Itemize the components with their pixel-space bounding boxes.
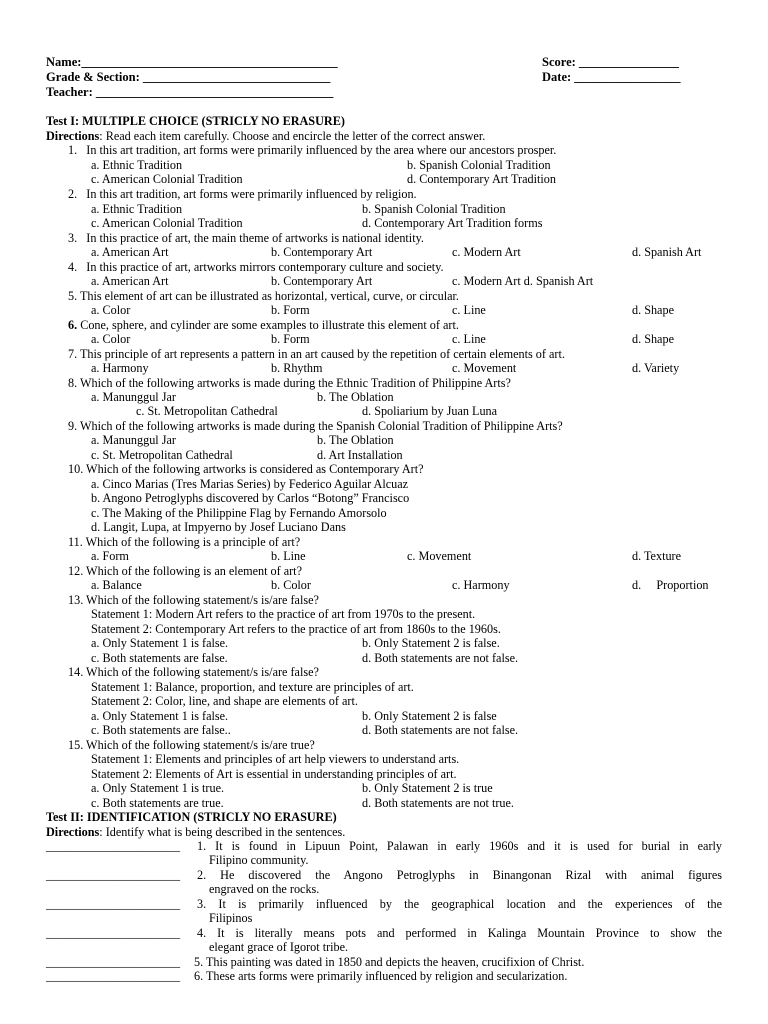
q5-option-b: b. Form (271, 303, 310, 317)
q2-option-d: d. Contemporary Art Tradition forms (362, 216, 543, 230)
q14-statement-1: Statement 1: Balance, proportion, and texture are principles of art. (91, 680, 414, 694)
q11-option-a: a. Form (91, 549, 129, 563)
teacher-field: Teacher: ______________________________________ (46, 85, 334, 99)
question-8: 8. Which of the following artworks is made during the Ethnic Tradition of Philippine Arts? (68, 376, 511, 390)
date-field: Date: _________________ (542, 70, 681, 84)
question-4: 4. In this practice of art, artworks mirrors contemporary culture and society. (68, 260, 444, 274)
identification-1-cont: Filipino community. (209, 853, 309, 867)
q9-option-b: b. The Oblation (317, 433, 394, 447)
q13-option-a: a. Only Statement 1 is false. (91, 636, 229, 650)
q8-option-c: c. St. Metropolitan Cathedral (136, 404, 278, 418)
test1-title: Test I: MULTIPLE CHOICE (STRICLY NO ERASURE) (46, 114, 345, 128)
identification-3: 3. It is primarily influenced by the geographical location and the experiences of the (197, 897, 722, 911)
q2-option-a: a. Ethnic Tradition (91, 202, 183, 216)
q1-option-c: c. American Colonial Tradition (91, 172, 243, 186)
answer-blank-2[interactable]: ______________________ (46, 868, 181, 882)
answer-blank-4[interactable]: ______________________ (46, 926, 181, 940)
name-field: Name:_________________________________________ (46, 55, 338, 69)
directions-text: : Read each item carefully. Choose and encircle the letter of the correct answer. (99, 129, 486, 143)
question-7: 7. This principle of art represents a pattern in an art caused by the repetition of certain elements of art. (68, 347, 565, 361)
q10-option-a: a. Cinco Marias (Tres Marias Series) by Federico Aguilar Alcuaz (91, 477, 409, 491)
q13-option-c: c. Both statements are false. (91, 651, 228, 665)
question-1: 1. In this art tradition, art forms were primarily influenced by the area where our ancestors prosper. (68, 143, 557, 157)
q1-option-d: d. Contemporary Art Tradition (407, 172, 556, 186)
answer-blank-3[interactable]: ______________________ (46, 897, 181, 911)
q9-option-c: c. St. Metropolitan Cathedral (91, 448, 233, 462)
q8-option-b: b. The Oblation (317, 390, 394, 404)
q6-option-a: a. Color (91, 332, 131, 346)
q15-option-c: c. Both statements are true. (91, 796, 224, 810)
q5-option-c: c. Line (452, 303, 486, 317)
q12-option-b: b. Color (271, 578, 311, 592)
q3-option-a: a. American Art (91, 245, 169, 259)
identification-2: 2. He discovered the Angono Petroglyphs in Binangonan Rizal with animal figures (197, 868, 722, 882)
identification-3-cont: Filipinos (209, 911, 253, 925)
q12-option-a: a. Balance (91, 578, 142, 592)
q14-option-c: c. Both statements are false.. (91, 723, 231, 737)
question-6 (68, 318, 459, 333)
q11-option-d: d. Texture (632, 549, 682, 563)
test2-directions (46, 825, 345, 840)
q6-option-c: c. Line (452, 332, 486, 346)
q7-option-b: b. Rhythm (271, 361, 323, 375)
q8-option-d: d. Spoliarium by Juan Luna (362, 404, 498, 418)
q15-option-a: a. Only Statement 1 is true. (91, 781, 225, 795)
q15-option-d: d. Both statements are not true. (362, 796, 514, 810)
q11-option-c: c. Movement (407, 549, 472, 563)
q10-option-d: d. Langit, Lupa, at Impyerno by Josef Luciano Dans (91, 520, 346, 534)
identification-4: 4. It is literally means pots and performed in Kalinga Mountain Province to show the (197, 926, 722, 940)
q13-statement-2: Statement 2: Contemporary Art refers to the practice of art from 1860s to the 1960s. (91, 622, 501, 636)
q1-option-b: b. Spanish Colonial Tradition (407, 158, 551, 172)
question-6-number: 6. (68, 318, 78, 332)
q12-option-c: c. Harmony (452, 578, 510, 592)
question-5: 5. This element of art can be illustrated as horizontal, vertical, curve, or circular. (68, 289, 459, 303)
q9-option-a: a. Manunggul Jar (91, 433, 176, 447)
question-11: 11. Which of the following is a principle of art? (68, 535, 301, 549)
test2-title: Test II: IDENTIFICATION (STRICLY NO ERASURE) (46, 810, 337, 824)
q14-option-b: b. Only Statement 2 is false (362, 709, 497, 723)
identification-2-cont: engraved on the rocks. (209, 882, 320, 896)
identification-4-cont: elegant grace of Igorot tribe. (209, 940, 349, 954)
q7-option-d: d. Variety (632, 361, 680, 375)
directions-label: Directions (46, 129, 100, 143)
test1-directions (46, 129, 485, 144)
grade-section-field: Grade & Section: ______________________________ (46, 70, 331, 84)
question-2: 2. In this art tradition, art forms were primarily influenced by religion. (68, 187, 417, 201)
score-field: Score: ________________ (542, 55, 679, 69)
q6-option-d: d. Shape (632, 332, 674, 346)
question-10: 10. Which of the following artworks is considered as Contemporary Art? (68, 462, 424, 476)
q7-option-a: a. Harmony (91, 361, 149, 375)
q13-option-b: b. Only Statement 2 is false. (362, 636, 500, 650)
answer-blank-5[interactable]: ______________________ (46, 955, 181, 969)
q15-statement-1: Statement 1: Elements and principles of art help viewers to understand arts. (91, 752, 460, 766)
q3-option-c: c. Modern Art (452, 245, 521, 259)
q1-option-a: a. Ethnic Tradition (91, 158, 183, 172)
q14-option-d: d. Both statements are not false. (362, 723, 519, 737)
q4-option-b: b. Contemporary Art (271, 274, 373, 288)
q13-option-d: d. Both statements are not false. (362, 651, 519, 665)
q13-statement-1: Statement 1: Modern Art refers to the practice of art from 1970s to the present. (91, 607, 476, 621)
question-15: 15. Which of the following statement/s is/are true? (68, 738, 315, 752)
q7-option-c: c. Movement (452, 361, 517, 375)
q6-option-b: b. Form (271, 332, 310, 346)
identification-5: 5. This painting was dated in 1850 and depicts the heaven, crucifixion of Christ. (194, 955, 585, 969)
q10-option-b: b. Angono Petroglyphs discovered by Carlos “Botong” Francisco (91, 491, 410, 505)
q5-option-a: a. Color (91, 303, 131, 317)
q14-statement-2: Statement 2: Color, line, and shape are elements of art. (91, 694, 358, 708)
q4-option-a: a. American Art (91, 274, 169, 288)
q5-option-d: d. Shape (632, 303, 674, 317)
identification-1: 1. It is found in Lipuun Point, Palawan in early 1960s and it is used for burial in early (197, 839, 722, 853)
q4-option-cd: c. Modern Art d. Spanish Art (452, 274, 594, 288)
q8-option-a: a. Manunggul Jar (91, 390, 176, 404)
q14-option-a: a. Only Statement 1 is false. (91, 709, 229, 723)
answer-blank-1[interactable]: ______________________ (46, 839, 181, 853)
directions-text: : Identify what is being described in the sentences. (99, 825, 346, 839)
q3-option-d: d. Spanish Art (632, 245, 702, 259)
question-14: 14. Which of the following statement/s is/are false? (68, 665, 319, 679)
question-6-text: Cone, sphere, and cylinder are some examples to illustrate this element of art. (77, 318, 459, 332)
q2-option-c: c. American Colonial Tradition (91, 216, 243, 230)
q10-option-c: c. The Making of the Philippine Flag by Fernando Amorsolo (91, 506, 387, 520)
question-12: 12. Which of the following is an element of art? (68, 564, 302, 578)
q2-option-b: b. Spanish Colonial Tradition (362, 202, 506, 216)
q11-option-b: b. Line (271, 549, 306, 563)
answer-blank-6[interactable]: ______________________ (46, 969, 181, 983)
question-9: 9. Which of the following artworks is made during the Spanish Colonial Tradition of Philippine Arts? (68, 419, 563, 433)
identification-6: 6. These arts forms were primarily influenced by religion and secularization. (194, 969, 568, 983)
q15-statement-2: Statement 2: Elements of Art is essential in understanding principles of art. (91, 767, 457, 781)
question-3: 3. In this practice of art, the main theme of artworks is national identity. (68, 231, 424, 245)
question-13: 13. Which of the following statement/s is/are false? (68, 593, 319, 607)
q3-option-b: b. Contemporary Art (271, 245, 373, 259)
q9-option-d: d. Art Installation (317, 448, 403, 462)
directions-label: Directions (46, 825, 100, 839)
q12-option-d: d. Proportion (632, 578, 709, 592)
q15-option-b: b. Only Statement 2 is true (362, 781, 493, 795)
